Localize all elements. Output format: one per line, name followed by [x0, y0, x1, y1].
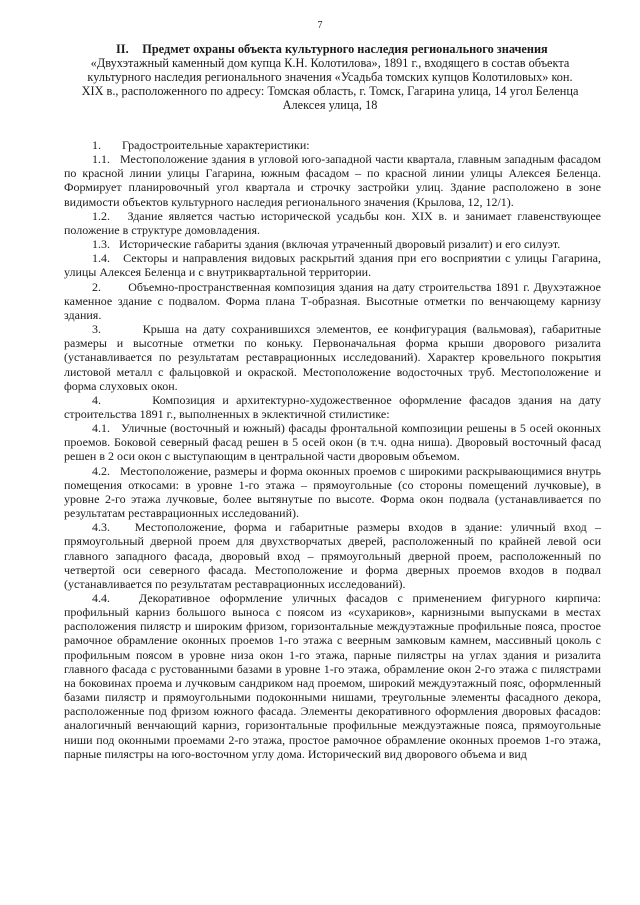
paragraph-4: 4. Композиция и архитектурно-художественное оформление фасадов здания на дату строительства 1891 г., выполненных в эклектичной стилистике: — [64, 392, 601, 421]
paragraph-4-4: 4.4. Декоративное оформление уличных фасадов с применением фигурного кирпича: профильный карниз большого выноса с поясом из «сухариков», карнизными выпусками в местах расположения пилястр и широким фризом, горизонтальные междуэтажные профильные пояса, простое рамочное обрамление оконных проемов 1-го этажа с веерным замковым камнем, массивный цоколь с профильным поясом в уровне низа окон 1-го этажа, парные пилястры на углах здания и ризалита главного фасада с рустованными базами в уровне 1-го этажа, обрамление окон 2-го этажа с пилястрами на боковинах проема и лучковым сандриком над проемом, широкий междуэтажный пояс, оформленный базами пилястр и прямоугольными подоконными нишами, треугольные элементы фасадного декора, расположенные под фризом южного фасада. Элементы декоративного оформления дворовых фасадов: аналогичный венчающий карниз, горизонтальные профильные междуэтажные пояса, прямоугольные ниши под оконными проемами 2-го этажа, простое рамочное обрамление оконных проемов 1-го этажа, парные пилястры на юго-восточном углу дома. Исторический вид дворового объема и вид — [64, 591, 601, 761]
page-number: 7 — [317, 20, 323, 31]
section-number: II. — [116, 42, 129, 56]
paragraph-4-1: 4.1. Уличные (восточный и южный) фасады фронтальной композиции решены в 5 осей оконных проемов. Боковой северный фасад решен в 5 осей окон (в т.ч. одна ниша). Дворовый восточный фасад решен в 2 оси окон с выступающим в центральной части дворовым объемом. — [64, 421, 601, 464]
paragraph-4-3: 4.3. Местоположение, форма и габаритные размеры входов в здание: уличный вход – прямоугольный дверной проем для двухстворчатых дверей, расположенный по крайней левой оси главного западного фасада, дворовый вход – прямоугольный дверной проем, расположенный по четвертой оси северного фасада. Местоположение и форма дверных проемов входов в подвал (устанавливается по результатам реставрационных исследований). — [64, 520, 601, 591]
section-title: Предмет охраны объекта культурного наследия регионального значения — [142, 42, 548, 56]
paragraph-1-2: 1.2. Здание является частью исторической усадьбы кон. XIX в. и занимает главенствующее положение в структуре домовладения. — [64, 208, 601, 237]
paragraph-1-1: 1.1. Местоположение здания в угловой юго-западной части квартала, главным западным фасадом по красной линии улицы Гагарина, южным фасадом – по красной линии улицы Алексея Беленца. Формирует планировочный угол квартала и строчку застройки улиц. Здание расположено в зоне видимости объектов культурного наследия регионального значения (Крылова, 12, 12/1). — [64, 152, 601, 209]
paragraph-1-4: 1.4. Секторы и направления видовых раскрытий здания при его восприятии с улицы Гагарина, улицы Алексея Беленца и с внутриквартальной территории. — [64, 251, 601, 280]
section-heading — [76, 42, 584, 112]
paragraph-1: 1. Градостроительные характеристики: — [92, 138, 310, 152]
section-subtitle: «Двухэтажный каменный дом купца К.Н. Колотилова», 1891 г., входящего в состав объекта культурного наследия регионального значения «Усадьба томских купцов Колотиловых» кон. XIX в., расположенного по адресу: Томская область, г. Томск, Гагарина улица, 14 угол Беленца Алексея улица, 18 — [81, 56, 579, 112]
paragraph-1-3: 1.3. Исторические габариты здания (включая утраченный дворовый ризалит) и его силуэт. — [92, 237, 561, 252]
paragraph-4-2: 4.2. Местоположение, размеры и форма оконных проемов с широкими раскрывающимися внутрь помещения откосами: в уровне 1-го этажа – прямоугольные (со стороны помещений лучковые), в уровне 2-го этажа лучковые, более вытянутые по высоте. Форма окон подвала (устанавливается по результатам реставрационных исследований). — [64, 463, 601, 521]
paragraph-2: 2. Объемно-пространственная композиция здания на дату строительства 1891 г. Двухэтажное каменное здание с подвалом. Форма плана Т-образная. Высотные отметки по венчающему карнизу здания. — [64, 279, 601, 322]
paragraph-3: 3. Крыша на дату сохранившихся элементов, ее конфигурация (вальмовая), габаритные размеры и высотные отметки по коньку. Первоначальная форма крыши дворового ризалита (устанавливается по результатам реставрационных исследований). Характер кровельного покрытия листовой металл с фальцовкой и окраской. Местоположение водосточных труб. Местоположение и форма слуховых окон. — [64, 322, 601, 393]
document-body — [64, 138, 601, 761]
